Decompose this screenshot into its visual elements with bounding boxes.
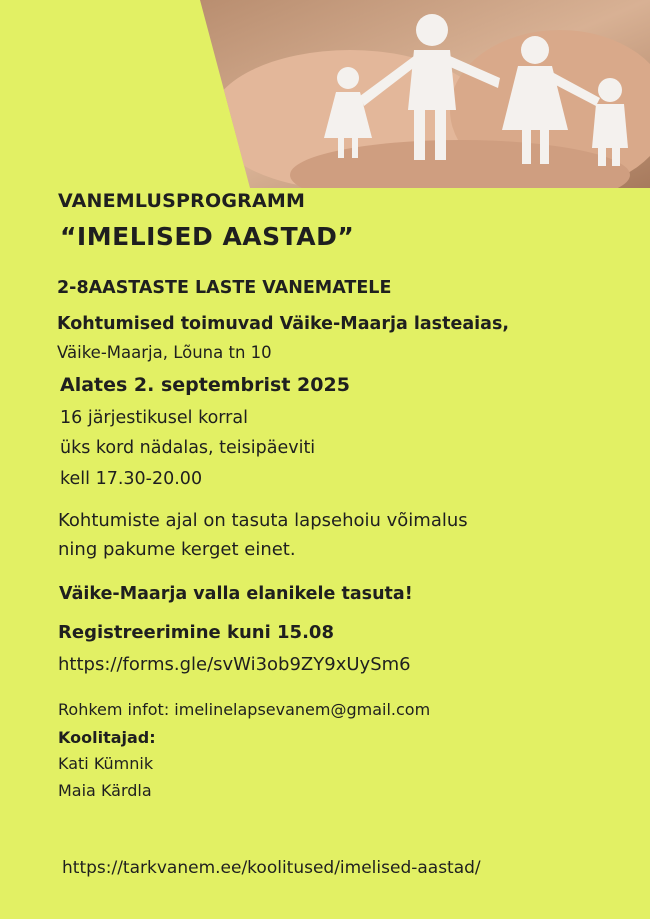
hero-image [200, 0, 650, 188]
website-link[interactable]: https://tarkvanem.ee/koolitused/imelised-aastad/ [62, 858, 481, 878]
audience-heading: 2-8AASTASTE LASTE VANEMATELE [57, 278, 392, 298]
schedule-line: 16 järjestikusel korral [60, 408, 248, 428]
start-date: Alates 2. septembrist 2025 [60, 374, 350, 396]
childcare-line: ning pakume kerget einet. [58, 539, 296, 560]
address-text: Väike-Maarja, Lõuna tn 10 [57, 343, 272, 362]
venue-text: Kohtumised toimuvad Väike-Maarja lasteaias, [57, 314, 510, 334]
contact-info[interactable]: Rohkem infot: imelinelapsevanem@gmail.com [58, 700, 431, 719]
childcare-line: Kohtumiste ajal on tasuta lapsehoiu võimalus [58, 510, 468, 531]
program-kicker: VANEMLUSPROGRAMM [58, 190, 306, 212]
registration-link[interactable]: https://forms.gle/svWi3ob9ZY9xUySm6 [58, 654, 411, 675]
registration-label: Registreerimine kuni 15.08 [58, 622, 334, 643]
schedule-line: kell 17.30-20.00 [60, 469, 203, 489]
free-note: Väike-Maarja valla elanikele tasuta! [59, 584, 413, 604]
schedule-line: üks kord nädalas, teisipäeviti [60, 438, 316, 458]
hands-holding-paper-family-icon [200, 0, 650, 188]
trainers-label: Koolitajad: [58, 728, 156, 747]
program-title: “IMELISED AASTAD” [60, 222, 355, 251]
trainer-name: Maia Kärdla [58, 781, 152, 800]
trainer-name: Kati Kümnik [58, 754, 154, 773]
